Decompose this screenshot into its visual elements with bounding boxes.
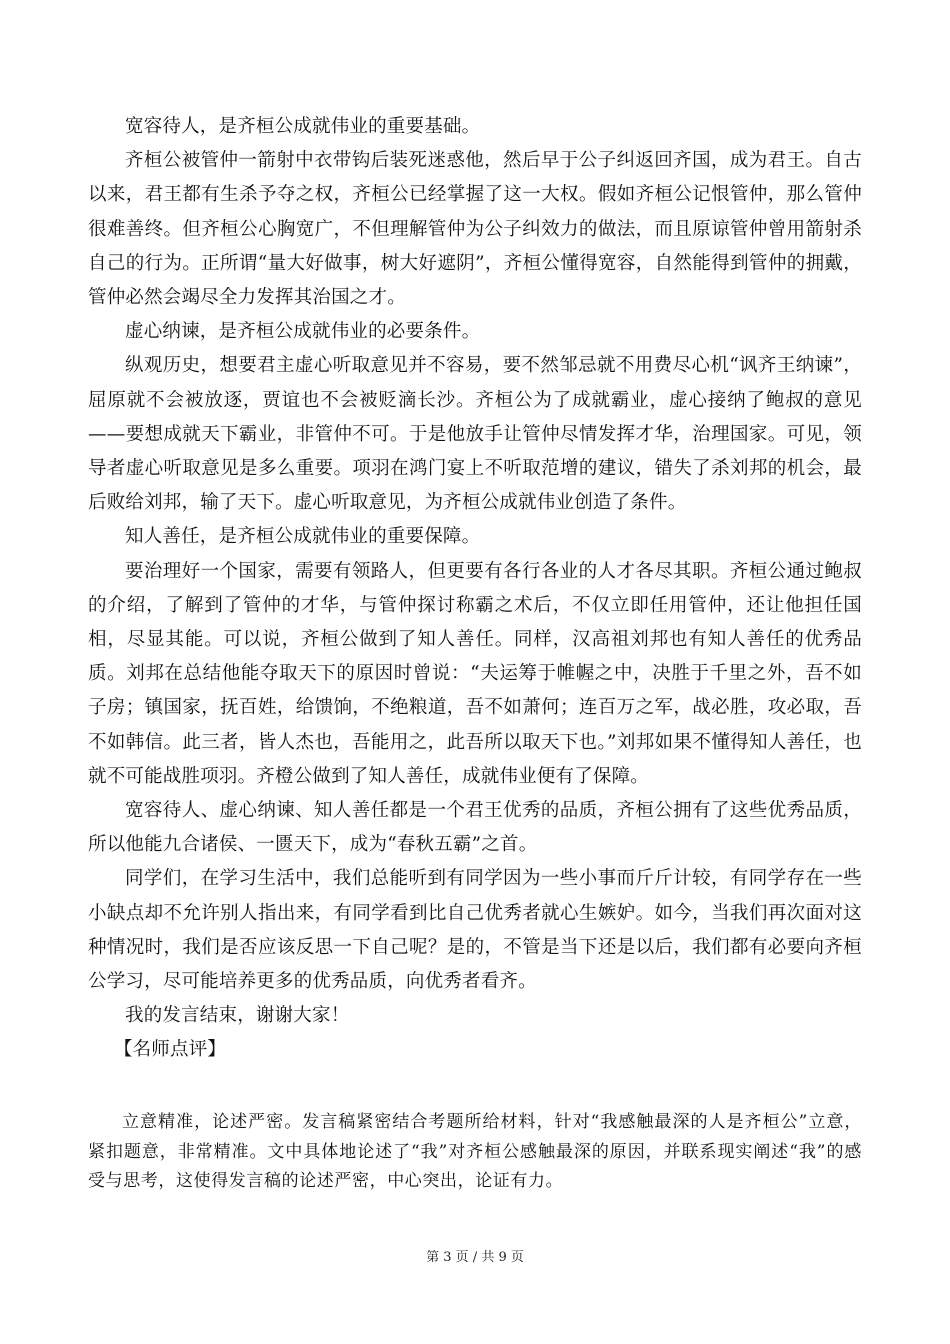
paragraph-closing: 我的发言结束，谢谢大家！ (125, 1005, 350, 1027)
paragraph-tolerance-detail: 齐桓公被管仲一箭射中衣带钩后装死迷惑他，然后早于公子纠返回齐国，成为君王。自古以来，君王都有生杀予夺之权，齐桓公已经掌握了这一大权。假如齐桓公记恨管仲，那么管仲很难善终。但齐桓公心胸宽广，不但理解管仲为公子纠效力的做法，而且原谅管仲曾用箭射杀自己的行为。正所谓“量大好做事，树大好遮阴”，齐桓公懂得宽容，自然能得到管仲的拥戴，管仲必然会竭尽全力发挥其治国之才。 (88, 150, 862, 309)
paragraph-appeal: 同学们，在学习生活中，我们总能听到有同学因为一些小事而斤斤计较，有同学存在一些小缺点却不允许别人指出来，有同学看到比自己优秀者就心生嫉妒。如今，当我们再次面对这种情况时，我们是否应该反思一下自己呢？是的，不管是当下还是以后，我们都有必要向齐桓公学习，尽可能培养更多的优秀品质，向优秀者看齐。 (88, 868, 862, 993)
review-heading: 【名师点评】 (113, 1039, 227, 1061)
paragraph-summary: 宽容待人、虚心纳谏、知人善任都是一个君王优秀的品质，齐桓公拥有了这些优秀品质，所以他能九合诸侯、一匮天下，成为“春秋五霸”之首。 (88, 800, 862, 856)
paragraph-thesis-talent: 知人善任，是齐桓公成就伟业的重要保障。 (125, 526, 481, 548)
paragraph-thesis-advice: 虚心纳谏，是齐桓公成就伟业的必要条件。 (125, 321, 481, 343)
paragraph-talent-detail: 要治理好一个国家，需要有领路人，但更要有各行各业的人才各尽其职。齐桓公通过鲍叔的介绍，了解到了管仲的才华，与管仲探讨称霸之术后，不仅立即任用管仲，还让他担任国相，尽显其能。可以说，齐桓公做到了知人善任。同样，汉高祖刘邦也有知人善任的优秀品质。刘邦在总结他能夺取天下的原因时曾说：“夫运筹于帷幄之中，决胜于千里之外，吾不如子房；镇国家，抚百姓，给馈饷，不绝粮道，吾不如萧何；连百万之军，战必胜，攻必取，吾不如韩信。此三者，皆人杰也，吾能用之，此吾所以取天下也。”刘邦如果不懂得知人善任，也就不可能战胜项羽。齐橙公做到了知人善任，成就伟业便有了保障。 (88, 560, 862, 787)
essay-body (88, 110, 862, 1068)
page-number: 第 3 页 / 共 9 页 (426, 1250, 524, 1265)
paragraph-advice-detail: 纵观历史，想要君主虚心听取意见并不容易，要不然邹忌就不用费尽心机“讽齐王纳谏”，屈原就不会被放逐，贾谊也不会被贬滴长沙。齐桓公为了成就霸业，虚心接纳了鲍叔的意见——要想成就天下霸业，非管仲不可。于是他放手让管仲尽情发挥才华，治理国家。可见，领导者虚心听取意见是多么重要。项羽在鸿门宴上不听取范增的建议，错失了杀刘邦的机会，最后败给刘邦，输了天下。虚心听取意见，为齐桓公成就伟业创造了条件。 (88, 355, 862, 514)
review-text: 立意精准，论述严密。发言稿紧密结合考题所给材料，针对“我感触最深的人是齐桓公”立意，紧扣题意，非常精准。文中具体地论述了“我”对齐桓公感触最深的原因，并联系现实阐述“我”的感受与思考，这使得发言稿的论述严密，中心突出，论证有力。 (88, 1112, 862, 1191)
paragraph-thesis-tolerance: 宽容待人，是齐桓公成就伟业的重要基础。 (125, 116, 481, 137)
